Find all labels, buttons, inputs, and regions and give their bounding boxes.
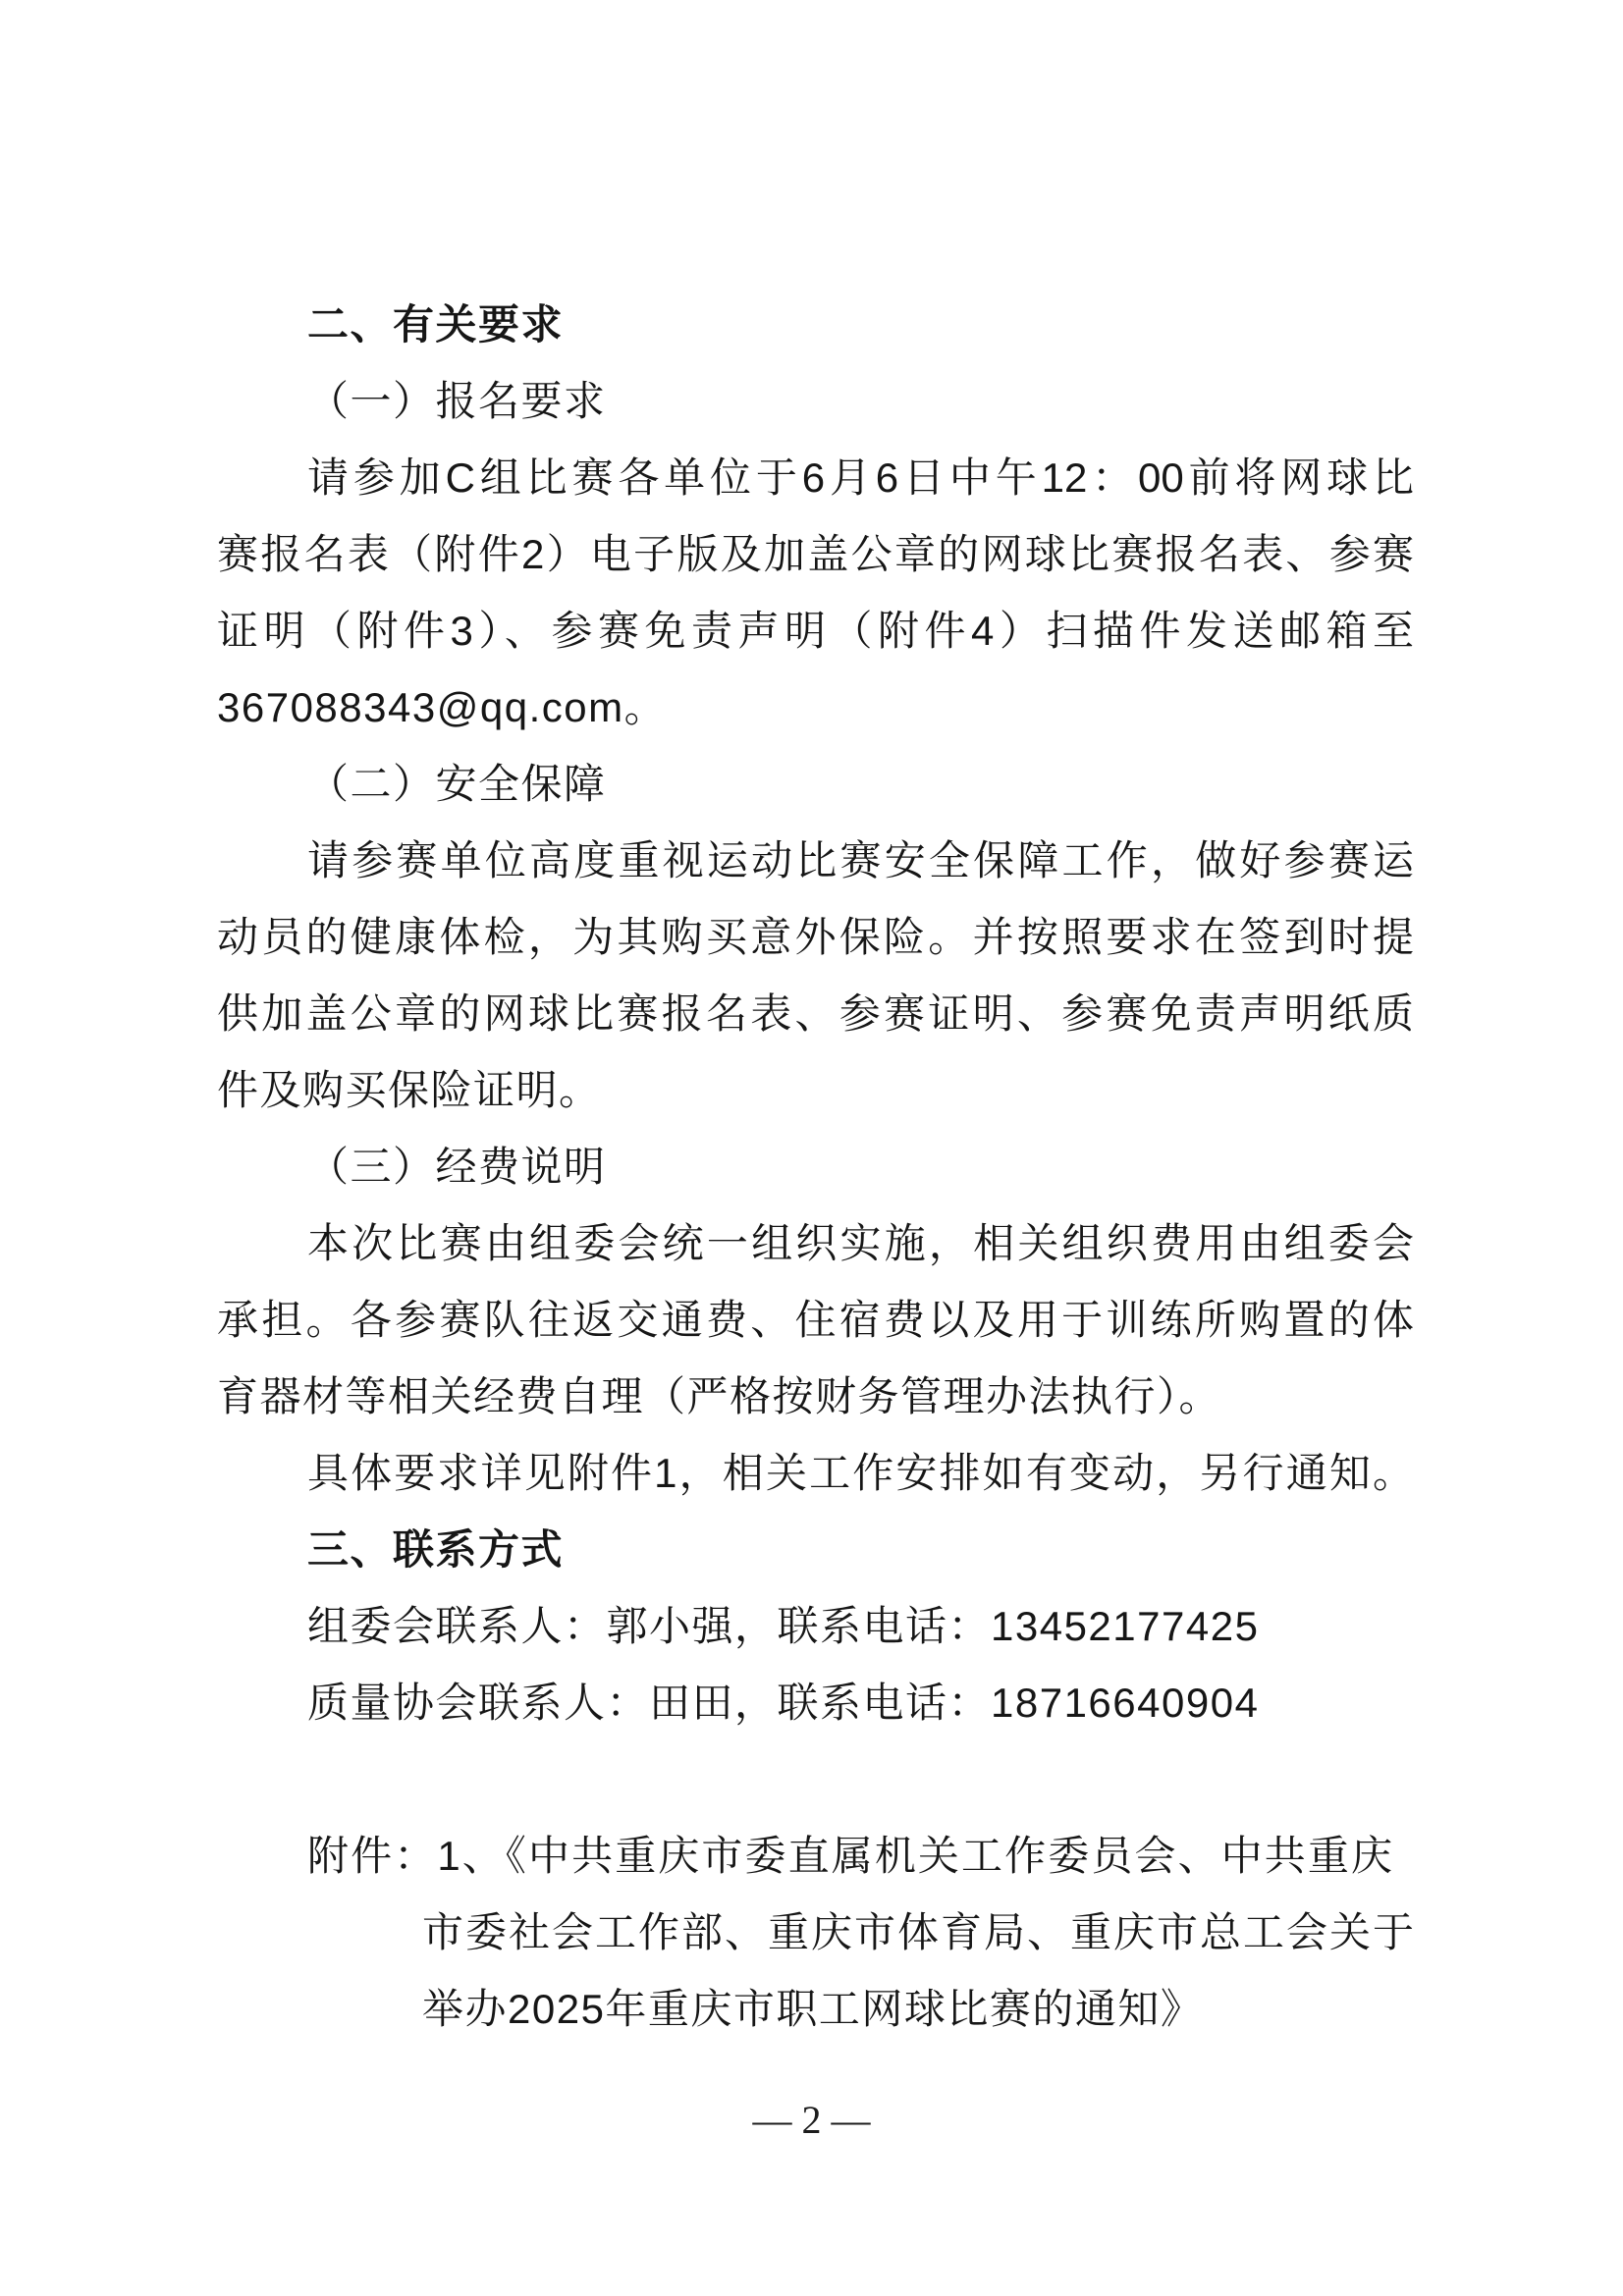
contact-line-quality-association: 质量协会联系人：田田，联系电话：18716640904: [307, 1680, 1260, 1726]
paragraph-line: 本次比赛由组委会统一组织实施，相关组织费用由组委会: [307, 1220, 1414, 1266]
paragraph-line: 证明（附件3）、参赛免责声明（附件4）扫描件发送邮箱至: [217, 608, 1414, 654]
document-body: [0, 287, 1623, 2048]
attachment-line: 市委社会工作部、重庆市体育局、重庆市总工会关于: [422, 1909, 1414, 1955]
paragraph-line: 赛报名表（附件2）电子版及加盖公章的网球比赛报名表、参赛: [217, 531, 1414, 577]
page-number: — 2 —: [752, 2098, 871, 2142]
paragraph-line: 请参赛单位高度重视运动比赛安全保障工作，做好参赛运: [307, 837, 1414, 883]
paragraph-line: 动员的健康体检，为其购买意外保险。并按照要求在签到时提: [217, 914, 1414, 960]
contact-line-committee: 组委会联系人：郭小强，联系电话：13452177425: [307, 1603, 1260, 1649]
subsection-heading-funding: （三）经费说明: [307, 1144, 607, 1190]
subsection-heading-safety: （二）安全保障: [307, 761, 607, 807]
spacer: [0, 1741, 1623, 1818]
subsection-heading-registration: （一）报名要求: [307, 378, 607, 424]
section-heading-contacts: 三、联系方式: [307, 1526, 565, 1573]
section-heading-requirements: 二、有关要求: [307, 301, 565, 347]
paragraph-line: 请参加C组比赛各单位于6月6日中午12：00前将网球比: [307, 454, 1414, 501]
paragraph-line: 件及购买保险证明。: [217, 1067, 602, 1113]
details-note-line: 具体要求详见附件1，相关工作安排如有变动，另行通知。: [307, 1450, 1414, 1496]
paragraph-line: 承担。各参赛队往返交通费、住宿费以及用于训练所购置的体: [217, 1297, 1414, 1343]
attachment-line: 附件：1、《中共重庆市委直属机关工作委员会、中共重庆: [307, 1833, 1392, 1879]
attachment-line: 举办2025年重庆市职工网球比赛的通知》: [422, 1986, 1204, 2032]
paragraph-line: 育器材等相关经费自理（严格按财务管理办法执行）。: [217, 1373, 1222, 1419]
email-address-line: 367088343@qq.com。: [217, 684, 668, 730]
paragraph-line: 供加盖公章的网球比赛报名表、参赛证明、参赛免责声明纸质: [217, 990, 1414, 1037]
